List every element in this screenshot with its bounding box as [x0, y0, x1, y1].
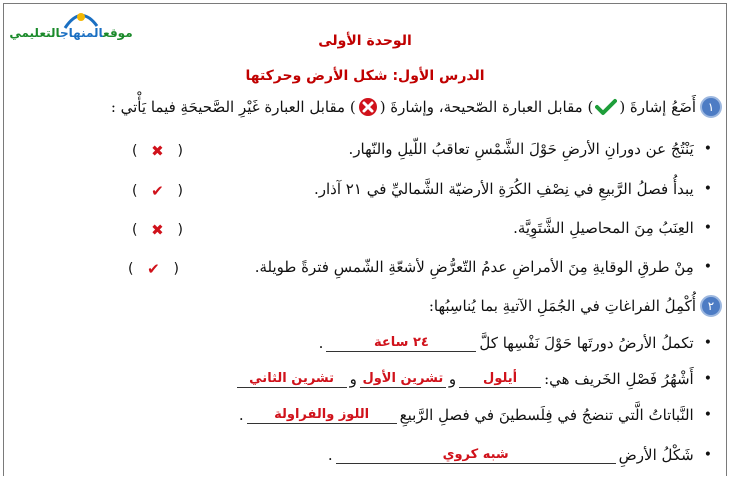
q2-item-2-blank-2[interactable]: تشرين الأول: [360, 371, 446, 388]
question-2-number: ٢: [700, 295, 722, 317]
q1-item-3-answer: ( ✖ ): [132, 221, 183, 239]
q1-item-2-answer: ( ✔ ): [132, 182, 183, 200]
logo-text: موقعالمنهاجالتعليمي: [9, 26, 133, 40]
q2-item-2-blank-3[interactable]: تشرين الثاني: [237, 371, 347, 388]
q1-item-3: • العِنَبُ مِنَ المحاصيلِ الشَّتَوِيَّة.: [513, 219, 712, 237]
q2-item-2: • أَشْهُرُ فَصْلِ الخَريف هي: أيلول و تشرين الأول و تشرين الثاني: [234, 370, 722, 388]
lesson-title: الدرس الأول: شكل الأرض وحركتها: [245, 68, 485, 84]
q2-item-1-blank[interactable]: ٢٤ ساعة: [326, 335, 476, 352]
q1-item-1: • يَنْتُجُ عن دورانِ الأرضِ حَوْلَ الشَّمْسِ تعاقبُ اللّيلِ والنّهار.: [348, 140, 712, 158]
q1-item-2: • يبدأُ فصلُ الرَّبيعِ في نِصْفِ الكُرَةِ الأرضيّة الشَّماليِّ في ٢١ آذار.: [314, 180, 712, 198]
q2-item-4: • شَكْلُ الأرضِ شبه كروي .: [327, 446, 712, 464]
question-1-number: ١: [700, 96, 722, 118]
q2-item-4-blank[interactable]: شبه كروي: [336, 447, 616, 464]
cross-mark-icon: [358, 97, 378, 117]
q1-item-1-answer: ( ✖ ): [132, 142, 183, 160]
q2-item-1: • تكملُ الأرضُ دورتَها حَوْلَ نَفْسِها كلَّ ٢٤ ساعة .: [318, 334, 712, 352]
q2-item-3: • النَّباتاتُ الَّتي تنضجُ في فِلَسطينَ في فصلِ الرَّبيعِ اللوز والفراولة .: [238, 406, 712, 424]
q1-item-4-answer: ( ✔ ): [128, 260, 179, 278]
check-mark-icon: [595, 98, 617, 116]
q2-item-3-blank[interactable]: اللوز والفراولة: [247, 407, 397, 424]
q2-item-2-blank-1[interactable]: أيلول: [459, 371, 541, 388]
question-2-prompt: ٢ أُكْمِلُ الفراغاتِ في الجُمَلِ الآتيةِ بما يُناسِبُها:: [429, 295, 722, 317]
question-1-prompt: ١ أَضَعُ إشارةَ ( ) مقابل العبارة الصّحيحة، وإشارةَ ( ) مقابل العبارة غَيْرِ الصَّحيحَةِ فيما يَأْتي :: [111, 96, 722, 118]
unit-title: الوحدة الأولى: [318, 33, 412, 49]
q1-item-4: • مِنْ طرقِ الوقايةِ مِنَ الأمراضِ عدمُ التّعرُّضِ لأشعّةِ الشّمسِ فترةً طويلة.: [254, 258, 712, 276]
